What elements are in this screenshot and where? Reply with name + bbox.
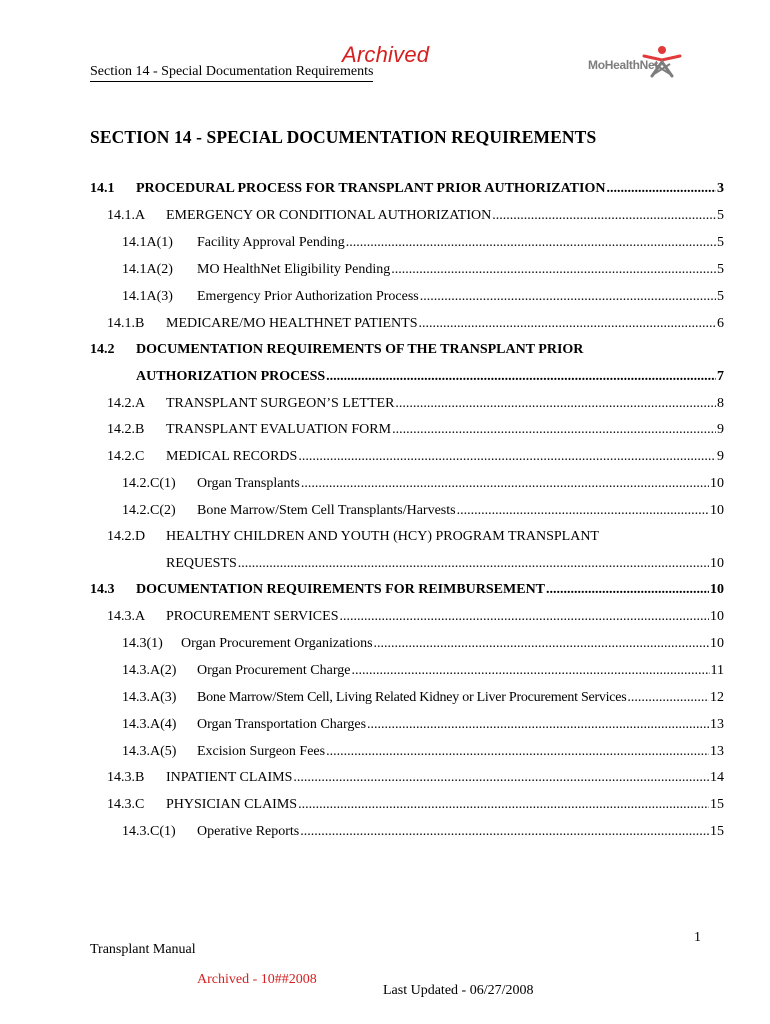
toc-number: 14.1A(3) <box>122 289 173 304</box>
toc-page: 5 <box>717 289 724 304</box>
toc-title: INPATIENT CLAIMS <box>166 770 293 785</box>
toc-number: 14.3.A(4) <box>122 717 177 732</box>
toc-page: 15 <box>710 824 724 839</box>
toc-entry[interactable] <box>90 581 724 599</box>
running-header: Section 14 - Special Documentation Requirements <box>90 64 373 82</box>
toc-number: 14.3.A(3) <box>122 690 177 705</box>
toc-page: 8 <box>717 396 724 411</box>
toc-title: MEDICAL RECORDS <box>166 449 298 464</box>
toc-entry[interactable] <box>122 689 724 707</box>
toc-leader <box>298 448 716 466</box>
toc-number: 14.1A(2) <box>122 262 173 277</box>
page-title: SECTION 14 - SPECIAL DOCUMENTATION REQUIREMENTS <box>90 127 597 147</box>
toc-page: 10 <box>710 476 724 491</box>
toc-number: 14.3.A(5) <box>122 744 177 759</box>
toc-title: Bone Marrow/Stem Cell Transplants/Harvests <box>197 503 456 518</box>
toc-leader <box>346 234 716 252</box>
toc-entry[interactable] <box>107 421 724 439</box>
toc-entry-line1[interactable] <box>90 341 583 359</box>
toc-leader <box>339 608 709 626</box>
toc-entry[interactable] <box>107 395 724 413</box>
page-number: 1 <box>694 930 701 945</box>
toc-title: DOCUMENTATION REQUIREMENTS FOR REIMBURSEMENT <box>136 582 546 597</box>
toc-number: 14.2 <box>90 342 115 357</box>
toc-entry-line1[interactable] <box>107 528 599 546</box>
toc-leader <box>391 261 716 279</box>
toc-number: 14.2.A <box>107 396 146 411</box>
toc-leader <box>298 796 709 814</box>
toc-number: 14.3(1) <box>122 636 163 651</box>
toc-leader <box>326 368 716 386</box>
toc-number: 14.3.A(2) <box>122 663 177 678</box>
toc-number: 14.1A(1) <box>122 235 173 250</box>
toc-number: 14.3.B <box>107 770 145 785</box>
toc-title: TRANSPLANT EVALUATION FORM <box>166 422 392 437</box>
toc-number: 14.3.A <box>107 609 146 624</box>
toc-page: 11 <box>710 663 724 678</box>
toc-title: PHYSICIAN CLAIMS <box>166 797 298 812</box>
toc-entry[interactable] <box>122 234 724 252</box>
toc-page: 12 <box>710 690 724 705</box>
toc-entry[interactable] <box>107 315 724 333</box>
toc-entry[interactable] <box>166 555 724 573</box>
toc-leader <box>546 581 709 599</box>
toc-leader <box>420 288 716 306</box>
toc-page: 13 <box>710 744 724 759</box>
toc-leader <box>606 180 716 198</box>
toc-leader <box>238 555 709 573</box>
toc-number: 14.1.B <box>107 316 145 331</box>
toc-title: Operative Reports <box>197 824 300 839</box>
footer-manual-name: Transplant Manual <box>90 942 196 957</box>
toc-title: Bone Marrow/Stem Cell, Living Related Kidney or Liver Procurement Services <box>197 690 627 705</box>
toc-page: 5 <box>717 235 724 250</box>
toc-page: 7 <box>717 369 724 384</box>
toc-title: PROCUREMENT SERVICES <box>166 609 339 624</box>
mohealthnet-logo <box>588 44 688 80</box>
toc-title: HEALTHY CHILDREN AND YOUTH (HCY) PROGRAM TRANSPLANT <box>166 529 599 544</box>
toc-title: TRANSPLANT SURGEON’S LETTER <box>166 396 395 411</box>
toc-page: 5 <box>717 208 724 223</box>
toc-page: 10 <box>710 503 724 518</box>
logo-figure-icon <box>638 44 686 78</box>
toc-number: 14.3 <box>90 582 115 597</box>
toc-leader <box>367 716 709 734</box>
toc-title: EMERGENCY OR CONDITIONAL AUTHORIZATION <box>166 208 492 223</box>
toc-page: 10 <box>710 636 724 651</box>
toc-entry[interactable] <box>107 448 724 466</box>
toc-title: DOCUMENTATION REQUIREMENTS OF THE TRANSPLANT PRIOR <box>136 342 584 357</box>
footer-archived-stamp: Archived - 10##2008 <box>197 972 317 987</box>
toc-entry[interactable] <box>107 207 724 225</box>
toc-leader <box>395 395 716 413</box>
toc-leader <box>392 421 716 439</box>
toc-title: Facility Approval Pending <box>197 235 345 250</box>
toc-title: Organ Transplants <box>197 476 300 491</box>
toc-page: 5 <box>717 262 724 277</box>
toc-entry[interactable] <box>122 288 724 306</box>
toc-entry[interactable] <box>107 769 724 787</box>
toc-number: 14.1 <box>90 181 115 196</box>
toc-title: Emergency Prior Authorization Process <box>197 289 419 304</box>
footer-last-updated: Last Updated - 06/27/2008 <box>383 983 534 998</box>
toc-leader <box>627 689 709 707</box>
toc-number: 14.2.B <box>107 422 145 437</box>
toc-number: 14.2.C(1) <box>122 476 176 491</box>
toc-title: Organ Transportation Charges <box>197 717 367 732</box>
toc-page: 3 <box>717 181 724 196</box>
toc-leader <box>374 635 709 653</box>
toc-number: 14.2.C(2) <box>122 503 176 518</box>
toc-leader <box>457 502 709 520</box>
toc-number: 14.3.C <box>107 797 145 812</box>
toc-leader <box>419 315 717 333</box>
toc-title: MO HealthNet Eligibility Pending <box>197 262 391 277</box>
toc-entry[interactable] <box>122 261 724 279</box>
toc-leader <box>326 743 709 761</box>
toc-entry[interactable] <box>122 635 724 653</box>
toc-entry[interactable] <box>90 180 724 198</box>
toc-leader <box>300 823 709 841</box>
toc-title: Excision Surgeon Fees <box>197 744 326 759</box>
toc-entry[interactable] <box>107 796 724 814</box>
toc-entry[interactable] <box>122 743 724 761</box>
toc-page: 6 <box>717 316 724 331</box>
archived-watermark: Archived <box>342 42 430 67</box>
toc-title-continued: AUTHORIZATION PROCESS <box>136 369 326 384</box>
toc-leader <box>351 662 709 680</box>
toc-leader <box>293 769 709 787</box>
toc-number: 14.2.C <box>107 449 145 464</box>
toc-entry[interactable] <box>122 475 724 493</box>
toc-page: 13 <box>710 717 724 732</box>
toc-page: 10 <box>710 556 724 571</box>
toc-page: 14 <box>710 770 724 785</box>
toc-title: Organ Procurement Organizations <box>181 636 373 651</box>
toc-page: 9 <box>717 422 724 437</box>
toc-entry[interactable] <box>107 608 724 626</box>
toc-page: 15 <box>710 797 724 812</box>
toc-entry[interactable] <box>122 716 724 734</box>
toc-title: PROCEDURAL PROCESS FOR TRANSPLANT PRIOR AUTHORIZATION <box>136 181 606 196</box>
toc-leader <box>492 207 716 225</box>
toc-entry[interactable] <box>122 502 724 520</box>
toc-title-continued: REQUESTS <box>166 556 237 571</box>
toc-entry[interactable] <box>122 662 724 680</box>
toc-leader <box>301 475 709 493</box>
toc-page: 10 <box>710 582 724 597</box>
toc-title: MEDICARE/MO HEALTHNET PATIENTS <box>166 316 418 331</box>
toc-number: 14.1.A <box>107 208 146 223</box>
toc-page: 9 <box>717 449 724 464</box>
toc-number: 14.2.D <box>107 529 146 544</box>
toc-title: Organ Procurement Charge <box>197 663 351 678</box>
toc-number: 14.3.C(1) <box>122 824 176 839</box>
toc-entry[interactable] <box>122 823 724 841</box>
toc-page: 10 <box>710 609 724 624</box>
toc-entry[interactable] <box>136 368 724 386</box>
logo-text: MoHealthNet <box>588 58 659 72</box>
